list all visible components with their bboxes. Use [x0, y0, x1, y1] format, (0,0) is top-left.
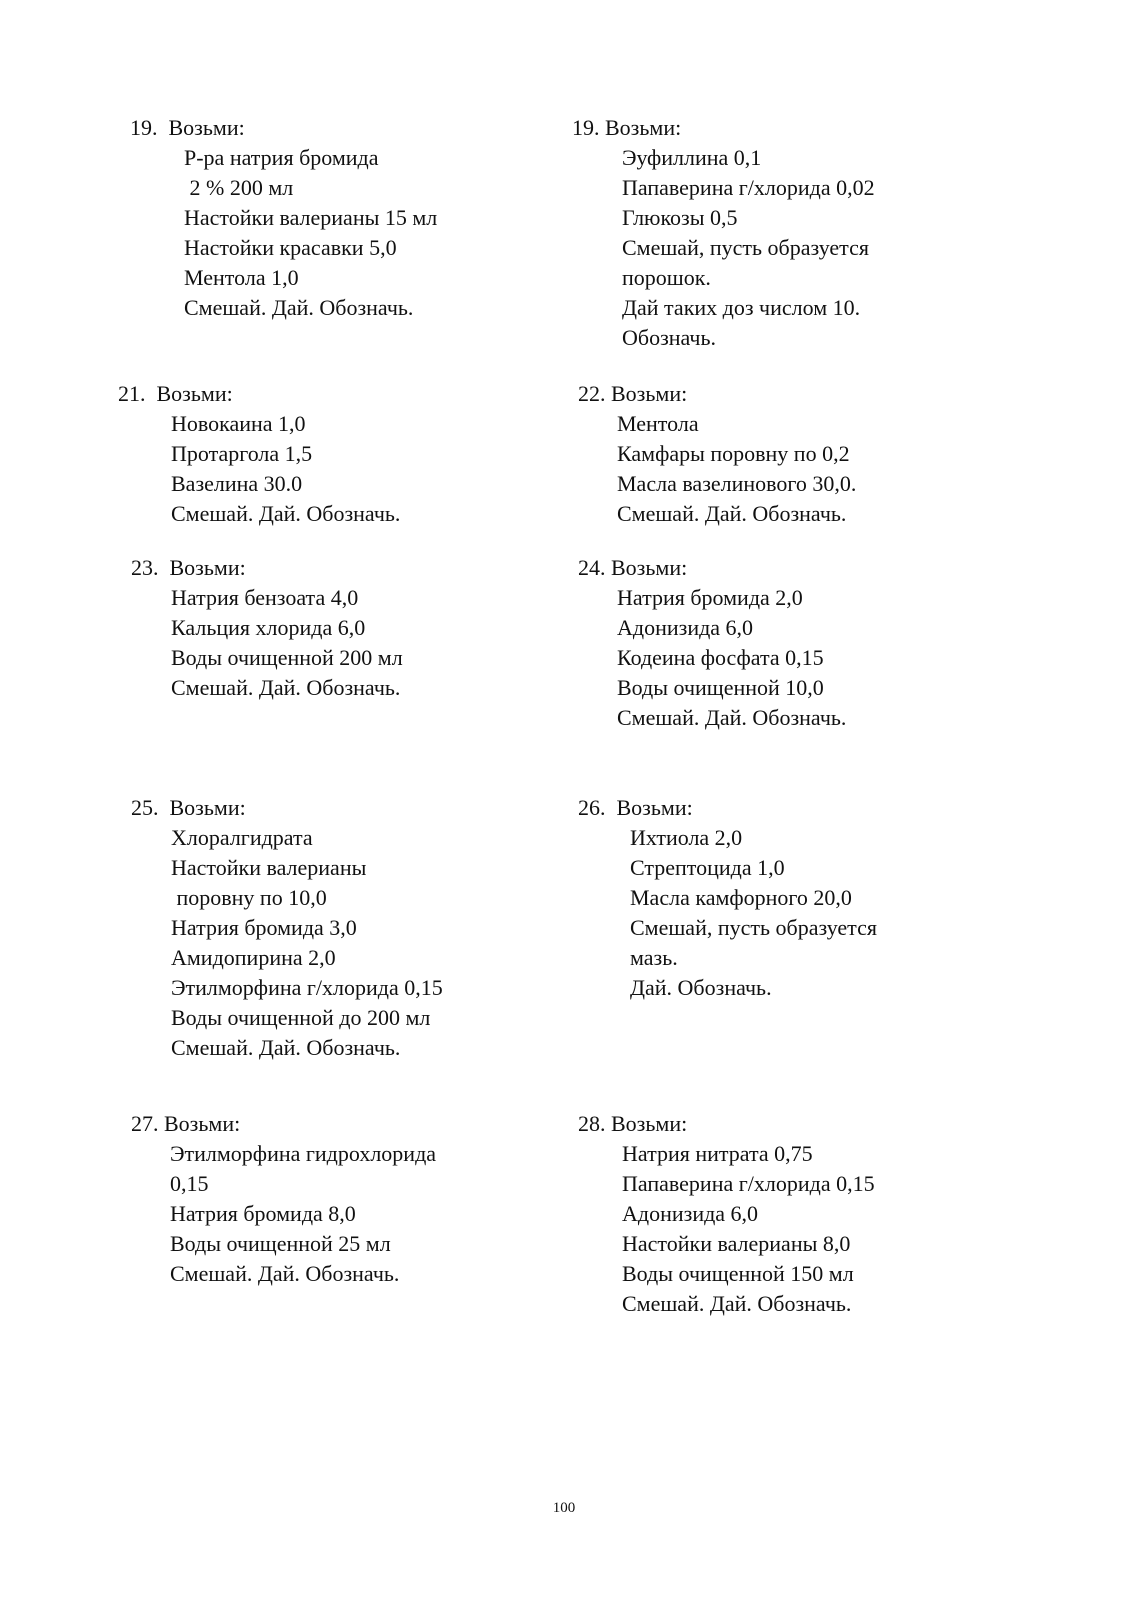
recipe-line: Адонизида 6,0	[617, 615, 754, 640]
recipe-number: 24.	[578, 555, 606, 580]
recipe-line: 0,15	[170, 1171, 209, 1196]
recipe-line: мазь.	[630, 945, 678, 970]
recipe-line: Смешай. Дай. Обозначь.	[617, 705, 847, 730]
recipe-line: Натрия бензоата 4,0	[171, 585, 359, 610]
recipe-number: 23.	[131, 555, 159, 580]
recipe-line: Настойки красавки 5,0	[184, 235, 397, 260]
recipe-line: Настойки валерианы 8,0	[622, 1231, 851, 1256]
recipe-line: Ментола 1,0	[184, 265, 299, 290]
recipe-line: Смешай, пусть образуется	[630, 915, 877, 940]
recipe-line: Смешай. Дай. Обозначь.	[622, 1291, 852, 1316]
recipe-27	[131, 1109, 436, 1289]
recipe-line: Адонизида 6,0	[622, 1201, 759, 1226]
recipe-header: Возьми:	[605, 115, 682, 140]
recipe-19-right	[572, 113, 875, 353]
recipe-line: Амидопирина 2,0	[171, 945, 336, 970]
recipe-line: Натрия бромида 2,0	[617, 585, 803, 610]
recipe-header: Возьми:	[611, 381, 688, 406]
recipe-line: Натрия нитрата 0,75	[622, 1141, 813, 1166]
recipe-line: Р-ра натрия бромида	[184, 145, 379, 170]
recipe-line: Смешай. Дай. Обозначь.	[171, 501, 401, 526]
recipe-line: Масла вазелинового 30,0.	[617, 471, 857, 496]
recipe-line: 2 % 200 мл	[184, 175, 294, 200]
recipe-19-left	[130, 113, 437, 323]
recipe-line: порошок.	[622, 265, 711, 290]
recipe-line: Настойки валерианы	[171, 855, 367, 880]
recipe-line: Натрия бромида 3,0	[171, 915, 357, 940]
recipe-21	[118, 379, 400, 529]
recipe-28	[578, 1109, 875, 1319]
recipe-line: Воды очищенной 25 мл	[170, 1231, 391, 1256]
recipe-line: Эуфиллина 0,1	[622, 145, 762, 170]
recipe-number: 19.	[130, 115, 158, 140]
recipe-line: Протаргола 1,5	[171, 441, 313, 466]
recipe-number: 26.	[578, 795, 606, 820]
recipe-line: Дай. Обозначь.	[630, 975, 772, 1000]
recipe-line: Новокаина 1,0	[171, 411, 306, 436]
recipe-line: Обозначь.	[622, 325, 717, 350]
recipe-line: Настойки валерианы 15 мл	[184, 205, 438, 230]
recipe-line: Ихтиола 2,0	[630, 825, 743, 850]
recipe-line: Смешай. Дай. Обозначь.	[171, 1035, 401, 1060]
recipe-line: Папаверина г/хлорида 0,15	[622, 1171, 875, 1196]
recipe-line: Воды очищенной 10,0	[617, 675, 824, 700]
recipe-header: Возьми:	[611, 555, 688, 580]
recipe-line: Вазелина 30.0	[171, 471, 303, 496]
recipe-header: Возьми:	[611, 1111, 688, 1136]
recipe-line: Смешай. Дай. Обозначь.	[617, 501, 847, 526]
recipe-line: Ментола	[617, 411, 699, 436]
recipe-25	[131, 793, 443, 1063]
recipe-number: 25.	[131, 795, 159, 820]
recipe-line: Этилморфина г/хлорида 0,15	[171, 975, 443, 1000]
recipe-line: Этилморфина гидрохлорида	[170, 1141, 437, 1166]
recipe-number: 22.	[578, 381, 606, 406]
recipe-line: Папаверина г/хлорида 0,02	[622, 175, 875, 200]
recipe-line: Смешай. Дай. Обозначь.	[171, 675, 401, 700]
recipe-line: Стрептоцида 1,0	[630, 855, 785, 880]
recipe-line: Смешай, пусть образуется	[622, 235, 869, 260]
recipe-line: Смешай. Дай. Обозначь.	[184, 295, 414, 320]
recipe-header: Возьми:	[169, 555, 246, 580]
recipe-22	[578, 379, 856, 529]
recipe-line: Хлоралгидрата	[171, 825, 313, 850]
recipe-24	[578, 553, 846, 733]
recipe-header: Возьми:	[164, 1111, 241, 1136]
recipe-23	[131, 553, 403, 703]
recipe-line: Воды очищенной 150 мл	[622, 1261, 854, 1286]
recipe-header: Возьми:	[156, 381, 233, 406]
recipe-header: Возьми:	[616, 795, 693, 820]
recipe-number: 27.	[131, 1111, 159, 1136]
recipe-number: 19.	[572, 115, 600, 140]
recipe-26	[578, 793, 877, 1003]
recipe-header: Возьми:	[168, 115, 245, 140]
recipe-line: Глюкозы 0,5	[622, 205, 738, 230]
recipe-line: поровну по 10,0	[171, 885, 327, 910]
recipe-line: Натрия бромида 8,0	[170, 1201, 356, 1226]
recipe-number: 21.	[118, 381, 146, 406]
page-number: 100	[552, 1500, 576, 1516]
recipe-line: Дай таких доз числом 10.	[622, 295, 861, 320]
recipe-line: Кодеина фосфата 0,15	[617, 645, 824, 670]
recipe-header: Возьми:	[169, 795, 246, 820]
recipe-line: Смешай. Дай. Обозначь.	[170, 1261, 400, 1286]
recipe-line: Масла камфорного 20,0	[630, 885, 852, 910]
recipe-line: Воды очищенной до 200 мл	[171, 1005, 431, 1030]
recipe-line: Кальция хлорида 6,0	[171, 615, 366, 640]
recipe-line: Воды очищенной 200 мл	[171, 645, 403, 670]
recipe-number: 28.	[578, 1111, 606, 1136]
recipe-line: Камфары поровну по 0,2	[617, 441, 850, 466]
